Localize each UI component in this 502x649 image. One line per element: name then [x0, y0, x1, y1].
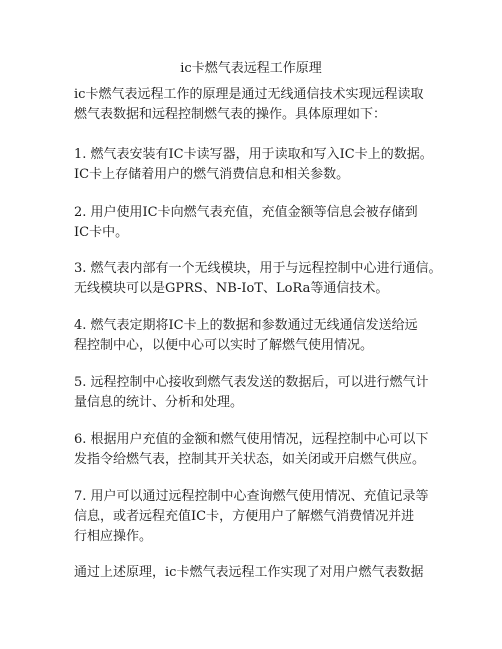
paragraph-line: ic卡燃气表远程工作的原理是通过无线通信技术实现远程读取 [74, 87, 424, 102]
paragraph-line: 发指令给燃气表，控制其开关状态，如关闭或开启燃气供应。 [74, 452, 426, 467]
paragraph-line: 量信息的统计、分析和处理。 [74, 395, 244, 410]
paragraph-item-6 [74, 430, 434, 470]
paragraph-intro [74, 85, 434, 125]
paragraph-line: 燃气表数据和远程控制燃气表的操作。具体原理如下： [74, 107, 387, 122]
paragraph-item-3 [74, 259, 442, 299]
paragraph-line: 无线模块可以是GPRS、NB-IoT、LoRa等通信技术。 [74, 281, 389, 296]
paragraph-line: 1. 燃气表安装有IC卡读写器，用于读取和写入IC卡上的数据。 [74, 147, 433, 162]
paragraph-item-4 [74, 316, 434, 356]
paragraph-line: IC卡上存储着用户的燃气消费信息和相关参数。 [74, 167, 350, 182]
paragraph-line: IC卡中。 [74, 225, 129, 240]
paragraph-item-1 [74, 145, 434, 185]
paragraph-line: 4. 燃气表定期将IC卡上的数据和参数通过无线通信发送给远 [74, 318, 418, 333]
paragraph-line: 2. 用户使用IC卡向燃气表充值，充值金额等信息会被存储到 [74, 205, 418, 220]
paragraph-item-5 [74, 373, 434, 413]
paragraph-line: 信息，或者远程充值IC卡，方便用户了解燃气消费情况并进 [74, 509, 415, 524]
paragraph-line: 程控制中心，以便中心可以实时了解燃气使用情况。 [74, 338, 374, 353]
paragraph-line: 7. 用户可以通过远程控制中心查询燃气使用情况、充值记录等 [74, 489, 429, 504]
paragraph-line: 6. 根据用户充值的金额和燃气使用情况，远程控制中心可以下 [74, 432, 429, 447]
paragraph-line: 3. 燃气表内部有一个无线模块，用于与远程控制中心进行通信。 [74, 261, 442, 276]
document-title: ic卡燃气表远程工作原理 [180, 61, 322, 76]
paragraph-line: 行相应操作。 [74, 529, 153, 544]
paragraph-line: 通过上述原理，ic卡燃气表远程工作实现了对用户燃气表数据 [74, 565, 424, 580]
paragraph-item-7 [74, 487, 434, 547]
paragraph-line: 5. 远程控制中心接收到燃气表发送的数据后，可以进行燃气计 [74, 375, 429, 390]
paragraph-item-2 [74, 203, 434, 243]
paragraph-conclusion [74, 563, 434, 583]
